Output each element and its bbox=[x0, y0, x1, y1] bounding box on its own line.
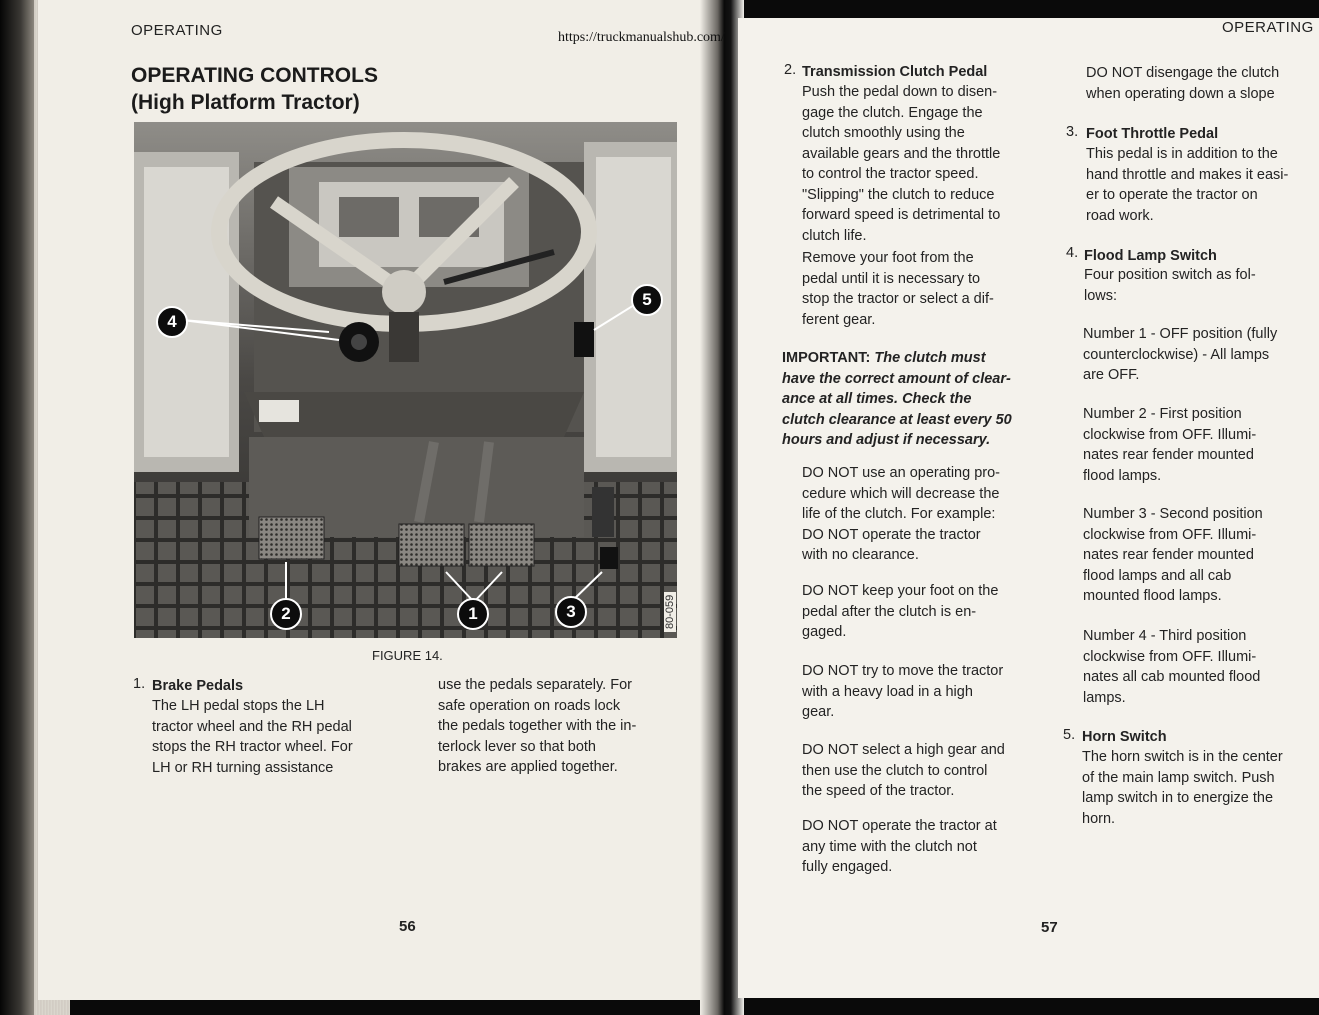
text-line: clutch smoothly using the bbox=[802, 125, 965, 141]
tractor-controls-figure bbox=[134, 122, 677, 638]
item3-number: 3. bbox=[1066, 124, 1079, 140]
text-line: DO NOT disengage the clutch bbox=[1086, 65, 1280, 81]
item5-text bbox=[1082, 747, 1319, 829]
text-line: clockwise from OFF. Illumi- bbox=[1083, 648, 1257, 665]
text-line: Four position switch as fol- bbox=[1084, 267, 1256, 283]
item1-title: Brake Pedals bbox=[152, 678, 244, 694]
text-line: ferent gear. bbox=[802, 311, 876, 328]
left-page-number: 56 bbox=[399, 918, 416, 935]
figure-caption: FIGURE 14. bbox=[372, 648, 443, 663]
item3-title: Foot Throttle Pedal bbox=[1086, 126, 1219, 142]
donot-paragraph-1 bbox=[802, 463, 1042, 566]
text-line: DO NOT select a high gear and bbox=[802, 742, 1005, 758]
text-line: are OFF. bbox=[1083, 367, 1140, 383]
important-note bbox=[782, 348, 1042, 451]
text-line: stop the tractor or select a dif- bbox=[802, 291, 994, 307]
text-line: lamp switch in to energize the bbox=[1082, 790, 1274, 806]
title-line-2: (High Platform Tractor) bbox=[131, 91, 360, 114]
text-line: life of the clutch. For example: bbox=[802, 506, 996, 522]
text-line: Number 1 - OFF position (fully bbox=[1083, 326, 1278, 342]
text-line: Number 3 - Second position bbox=[1083, 506, 1263, 522]
text-line: Number 4 - Third position bbox=[1083, 628, 1247, 644]
text-line: Number 2 - First position bbox=[1083, 406, 1242, 422]
item1-col2 bbox=[438, 675, 678, 778]
callout-1: 1 bbox=[457, 598, 489, 630]
text-line: clockwise from OFF. Illumi- bbox=[1083, 526, 1257, 543]
text-line: when operating down a slope bbox=[1086, 85, 1275, 102]
donot-paragraph-4 bbox=[802, 740, 1042, 802]
text-line: DO NOT operate the tractor at bbox=[802, 818, 997, 834]
text-line: the speed of the tractor. bbox=[802, 783, 955, 799]
text-line: safe operation on roads lock bbox=[438, 697, 621, 714]
text-line: DO NOT try to move the tractor bbox=[802, 663, 1004, 679]
item4-position-2 bbox=[1083, 404, 1319, 486]
clutch-slope-warning bbox=[1086, 63, 1319, 104]
text-line: DO NOT keep your foot on the bbox=[802, 583, 999, 599]
text-line: cedure which will decrease the bbox=[802, 485, 1000, 502]
title-line-1: OPERATING CONTROLS bbox=[131, 64, 378, 87]
item5-title: Horn Switch bbox=[1082, 729, 1167, 745]
text-line: gear. bbox=[802, 704, 835, 720]
text-line: the pedals together with the in- bbox=[438, 718, 637, 734]
text-line: to control the tractor speed. bbox=[802, 166, 979, 182]
item4-number: 4. bbox=[1066, 245, 1079, 261]
item1-col1 bbox=[152, 696, 392, 778]
text-line: clutch life. bbox=[802, 227, 867, 244]
text-line: tractor wheel and the RH pedal bbox=[152, 718, 352, 735]
text-line: brakes are applied together. bbox=[438, 759, 618, 775]
right-page-header: OPERATING bbox=[1222, 19, 1314, 36]
important-line-1 bbox=[782, 348, 1042, 369]
book-cover-edge bbox=[0, 0, 34, 1015]
text-line: forward speed is detrimental to bbox=[802, 207, 1001, 223]
text-line: DO NOT use an operating pro- bbox=[802, 465, 1000, 481]
text-line: counterclockwise) - All lamps bbox=[1083, 346, 1270, 363]
text-line: nates all cab mounted flood bbox=[1083, 669, 1261, 685]
text-line: fully engaged. bbox=[802, 859, 893, 875]
item4-title: Flood Lamp Switch bbox=[1084, 248, 1217, 264]
text-line: The horn switch is in the center bbox=[1082, 749, 1283, 765]
callout-4: 4 bbox=[156, 306, 188, 338]
donot-paragraph-5 bbox=[802, 816, 1042, 878]
text-line: gaged. bbox=[802, 624, 847, 640]
page-title bbox=[131, 62, 378, 116]
text-line: of the main lamp switch. Push bbox=[1082, 769, 1275, 786]
text-line: hours and adjust if necessary. bbox=[782, 432, 991, 448]
item2-title: Transmission Clutch Pedal bbox=[802, 64, 988, 80]
item4-intro bbox=[1084, 265, 1319, 306]
item1-number: 1. bbox=[133, 676, 146, 692]
text-line: nates rear fender mounted bbox=[1083, 547, 1254, 563]
left-page-header: OPERATING bbox=[131, 22, 223, 39]
text-line: This pedal is in addition to the bbox=[1086, 146, 1278, 162]
text-line: Remove your foot from the bbox=[802, 250, 974, 266]
text-line: nates rear fender mounted bbox=[1083, 447, 1254, 463]
item5-number: 5. bbox=[1063, 727, 1076, 743]
text-line: DO NOT operate the tractor bbox=[802, 526, 981, 543]
callout-5: 5 bbox=[631, 284, 663, 316]
text-line: er to operate the tractor on bbox=[1086, 187, 1258, 203]
item4-position-3 bbox=[1083, 504, 1319, 607]
text-line: gage the clutch. Engage the bbox=[802, 104, 983, 121]
item2-paragraph-2 bbox=[802, 248, 1042, 330]
text-line: Push the pedal down to disen- bbox=[802, 84, 998, 100]
text-line: horn. bbox=[1082, 810, 1116, 827]
callout-3: 3 bbox=[555, 596, 587, 628]
text-line: then use the clutch to control bbox=[802, 762, 988, 779]
item2-paragraph-1 bbox=[802, 82, 1042, 246]
item4-position-4 bbox=[1083, 626, 1319, 708]
figure-code: 80-059 bbox=[664, 592, 676, 632]
text-line: clockwise from OFF. Illumi- bbox=[1083, 426, 1257, 443]
important-label: IMPORTANT: bbox=[782, 350, 871, 366]
item3-text bbox=[1086, 144, 1319, 226]
text-line: flood lamps. bbox=[1083, 467, 1162, 484]
tractor-controls-photo bbox=[134, 122, 677, 638]
text-line: pedal until it is necessary to bbox=[802, 270, 981, 287]
text-line: The clutch must bbox=[874, 350, 986, 366]
callout-2: 2 bbox=[270, 598, 302, 630]
donot-paragraph-3 bbox=[802, 661, 1042, 723]
text-line: clutch clearance at least every 50 bbox=[782, 411, 1012, 428]
watermark-url[interactable]: https://truckmanualshub.com/ bbox=[558, 30, 725, 45]
text-line: ance at all times. Check the bbox=[782, 391, 972, 407]
text-line: flood lamps and all cab bbox=[1083, 567, 1232, 584]
text-line: any time with the clutch not bbox=[802, 838, 977, 855]
text-line: with no clearance. bbox=[802, 547, 919, 563]
text-line: "Slipping" the clutch to reduce bbox=[802, 186, 995, 203]
text-line: lamps. bbox=[1083, 689, 1126, 706]
text-line: road work. bbox=[1086, 207, 1154, 224]
text-line: mounted flood lamps. bbox=[1083, 588, 1222, 604]
text-line: stops the RH tractor wheel. For bbox=[152, 739, 353, 755]
item2-number: 2. bbox=[784, 62, 797, 78]
text-line: pedal after the clutch is en- bbox=[802, 603, 977, 620]
text-line: lows: bbox=[1084, 287, 1118, 304]
text-line: The LH pedal stops the LH bbox=[152, 698, 325, 714]
text-line: available gears and the throttle bbox=[802, 145, 1001, 162]
donot-paragraph-2 bbox=[802, 581, 1042, 643]
item4-position-1 bbox=[1083, 324, 1319, 386]
text-line: use the pedals separately. For bbox=[438, 677, 632, 693]
right-page-number: 57 bbox=[1041, 919, 1058, 936]
text-line: LH or RH turning assistance bbox=[152, 759, 334, 776]
text-line: hand throttle and makes it easi- bbox=[1086, 166, 1289, 183]
text-line: terlock lever so that both bbox=[438, 738, 596, 755]
text-line: with a heavy load in a high bbox=[802, 683, 973, 700]
text-line: have the correct amount of clear- bbox=[782, 370, 1011, 387]
